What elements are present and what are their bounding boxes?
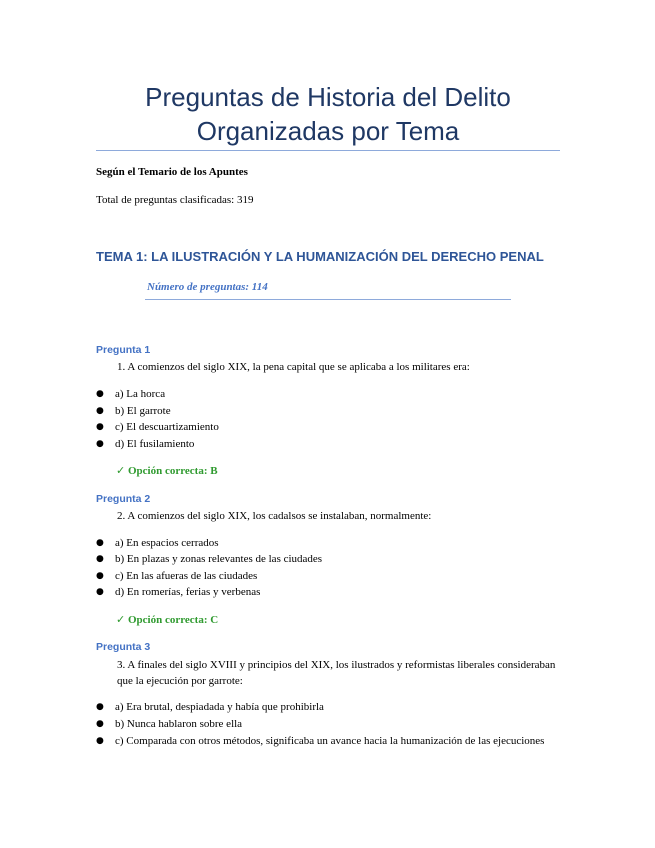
option-text: c) El descuartizamiento (115, 421, 219, 433)
question-label: Pregunta 1 (96, 344, 151, 356)
question-text: 2. A comienzos del siglo XIX, los cadalsos se instalaban, normalmente: (117, 510, 432, 522)
bullet-icon: ● (96, 422, 104, 432)
bullet-icon: ● (96, 587, 104, 597)
document-title (96, 80, 560, 148)
option-text: a) La horca (115, 388, 166, 400)
correct-answer (116, 464, 218, 477)
correct-answer-text: Opción correcta: B (127, 465, 218, 477)
option-text: c) En las afueras de las ciudades (115, 570, 258, 582)
question-label: Pregunta 2 (96, 493, 151, 505)
option-text: c) Comparada con otros métodos, significaba un avance hacia la humanización de las ejecuciones (115, 735, 545, 747)
correct-answer (116, 613, 218, 626)
bullet-icon: ● (96, 719, 104, 729)
bullet-icon: ● (96, 736, 104, 746)
tema-question-count: Número de preguntas: 114 (147, 281, 268, 293)
check-icon: ✓ (116, 613, 126, 626)
bullet-icon: ● (96, 406, 104, 416)
question-text: 1. A comienzos del siglo XIX, la pena capital que se aplicaba a los militares era: (117, 361, 470, 373)
title-line-1: Preguntas de Historia del Delito (145, 82, 511, 112)
correct-answer-text: Opción correcta: C (127, 614, 219, 626)
document-subtitle: Según el Temario de los Apuntes (96, 166, 248, 178)
bullet-icon: ● (96, 702, 104, 712)
option-text: a) Era brutal, despiadada y había que prohibirla (115, 701, 324, 713)
option-text: b) El garrote (115, 405, 171, 417)
option-text: d) En romerías, ferias y verbenas (115, 586, 261, 598)
option-text: b) En plazas y zonas relevantes de las ciudades (115, 553, 323, 565)
option-text: a) En espacios cerrados (115, 537, 219, 549)
title-line-2: Organizadas por Tema (196, 116, 460, 146)
bullet-icon: ● (96, 571, 104, 581)
bullet-icon: ● (96, 554, 104, 564)
option-text: b) Nunca hablaron sobre ella (115, 718, 243, 730)
tema-count-divider (145, 299, 511, 300)
bullet-icon: ● (96, 538, 104, 548)
tema-heading: TEMA 1: LA ILUSTRACIÓN Y LA HUMANIZACIÓN DEL DERECHO PENAL (96, 249, 544, 264)
check-icon: ✓ (116, 464, 126, 477)
bullet-icon: ● (96, 439, 104, 449)
title-divider (96, 150, 560, 151)
question-text: 3. A finales del siglo XVIII y principios del XIX, los ilustrados y reformistas liberales consideraban que la ejecución por garrote: (117, 659, 556, 687)
question-label: Pregunta 3 (96, 641, 151, 653)
option-text: d) El fusilamiento (115, 438, 195, 450)
bullet-icon: ● (96, 389, 104, 399)
total-questions: Total de preguntas clasificadas: 319 (96, 194, 254, 206)
